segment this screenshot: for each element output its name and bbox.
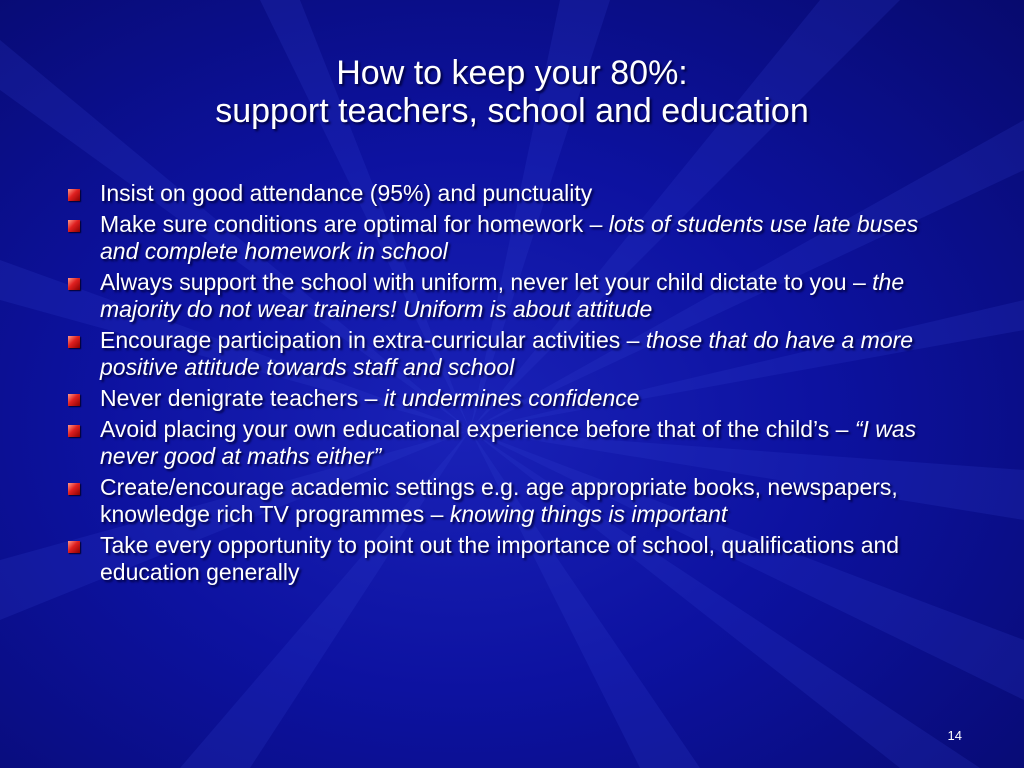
bullet-text: Always support the school with uniform, never let your child dictate to you – [100, 269, 873, 295]
bullet-emphasis: those that do have a more positive attitude towards staff and school [100, 327, 914, 380]
title-line-1: How to keep your 80%: [336, 54, 688, 92]
bullet-text: Make sure conditions are optimal for homework – [100, 211, 609, 237]
bullet-square-icon [68, 278, 80, 290]
bullet-item [60, 327, 960, 381]
bullet-text: Avoid placing your own educational experience before that of the child’s – [100, 416, 855, 442]
bullet-item [60, 211, 960, 265]
bullet-emphasis: lots of students use late buses and complete homework in school [100, 211, 919, 264]
bullet-text: Take every opportunity to point out the importance of school, qualifications and education generally [100, 532, 900, 585]
bullet-item [60, 416, 960, 470]
bullet-item [60, 180, 960, 207]
bullet-item [60, 385, 960, 412]
bullet-emphasis: “I was never good at maths either” [100, 416, 917, 469]
bullet-emphasis: the majority do not wear trainers! Uniform is about attitude [100, 269, 905, 322]
title-line-2: support teachers, school and education [215, 92, 809, 130]
bullet-text: Encourage participation in extra-curricular activities – [100, 327, 646, 353]
bullet-square-icon [68, 220, 80, 232]
bullet-item [60, 532, 960, 586]
bullet-square-icon [68, 189, 80, 201]
bullet-text: Create/encourage academic settings e.g. age appropriate books, newspapers, knowledge rich TV programmes – [100, 474, 898, 527]
bullet-square-icon [68, 483, 80, 495]
bullet-item [60, 474, 960, 528]
bullet-text: Never denigrate teachers – [100, 385, 384, 411]
bullet-list [60, 180, 960, 590]
bullet-emphasis: it undermines confidence [383, 385, 640, 411]
bullet-emphasis: knowing things is important [449, 501, 728, 527]
bullet-square-icon [68, 425, 80, 437]
bullet-text: Insist on good attendance (95%) and punctuality [100, 180, 593, 206]
bullet-item [60, 269, 960, 323]
bullet-square-icon [68, 394, 80, 406]
page-number: 14 [947, 728, 962, 743]
bullet-square-icon [68, 336, 80, 348]
slide-title [0, 54, 1024, 130]
bullet-square-icon [68, 541, 80, 553]
